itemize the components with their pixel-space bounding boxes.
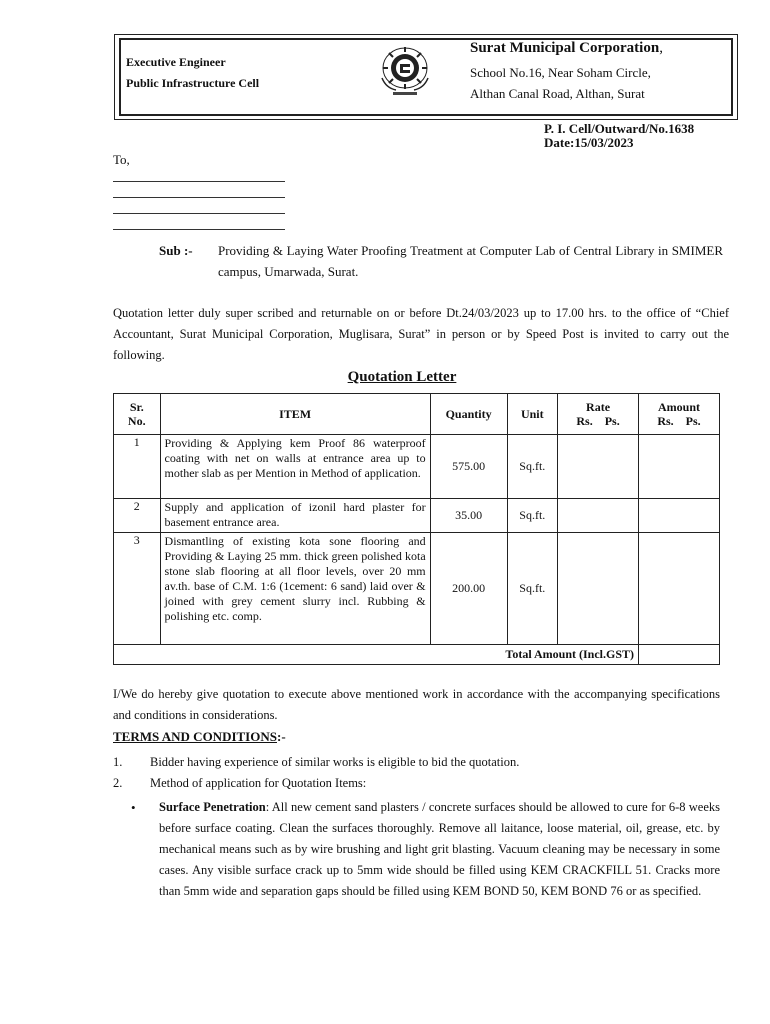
header-rate: Rate Rs. Ps. (558, 394, 639, 435)
row-rate-cell (558, 533, 639, 645)
row-rate-cell (558, 499, 639, 533)
total-label: Total Amount (Incl.GST) (114, 645, 639, 665)
quotation-table (113, 393, 720, 665)
row-item: Supply and application of izonil hard plaster for basement entrance area. (160, 499, 430, 533)
address-blank-line (113, 213, 285, 214)
bullet-body: : All new cement sand plasters / concrete surfaces should be allowed to cure for 6-8 weeks before surface coating. Clean the surfaces thoroughly. Remove all laitance, loose material, oil, grease, etc. by mechanical means such as by wire brushing and light grit blasting. Vacuum cleaning may be necessary in some cases. Any visible surface crack up to 5mm wide should be filled using KEM CRACKFILL 51. Cracks more than 5mm wide and separation gaps should be filled using KEM BOND 50, KEM BOND 76 or as specified. (159, 800, 720, 898)
quotation-title: Quotation Letter (347, 369, 457, 385)
org-name: Surat Municipal Corporation, (470, 40, 663, 56)
subject-label: Sub :- (159, 243, 193, 258)
org-address-line2: Althan Canal Road, Althan, Surat (470, 86, 645, 101)
address-blank-line (113, 229, 285, 230)
row-quantity: 200.00 (430, 533, 507, 645)
header-amount: Amount Rs. Ps. (639, 394, 720, 435)
term-number: 2. (113, 776, 123, 790)
address-blank-line (113, 181, 285, 182)
row-amount-cell (639, 499, 720, 533)
org-address-line1: School No.16, Near Soham Circle, (470, 65, 651, 80)
term-text: Bidder having experience of similar works is eligible to bid the quotation. (150, 755, 520, 769)
row-item: Providing & Applying kem Proof 86 waterproof coating with net on walls at entrance area up to mother slab as per Mention in Method of application. (160, 435, 430, 499)
row-sr: 1 (114, 435, 161, 499)
row-amount-cell (639, 435, 720, 499)
row-unit: Sq.ft. (507, 499, 558, 533)
bullet-icon: • (131, 800, 136, 815)
bullet-paragraph (159, 797, 720, 902)
header-quantity: Quantity (430, 394, 507, 435)
outward-number: P. I. Cell/Outward/No.1638 (544, 121, 695, 136)
office-title: Executive Engineer (126, 55, 226, 69)
table-row (114, 435, 720, 499)
term-text: Method of application for Quotation Items: (150, 776, 367, 790)
address-blank-line (113, 197, 285, 198)
row-quantity: 575.00 (430, 435, 507, 499)
row-unit: Sq.ft. (507, 435, 558, 499)
intro-paragraph: Quotation letter duly super scribed and returnable on or before Dt.24/03/2023 up to 17.00 hrs. to the office of “Chief Accountant, Surat Municipal Corporation, Muglisara, Surat” in person or by Speed Post is invited to carry out the following. (113, 306, 729, 362)
row-item: Dismantling of existing kota sone flooring and Providing & Laying 25 mm. thick green polished kota stone slab flooring at all floor levels, over 20 mm av.th. base of C.M. 1:6 (1cement: 6 sand) laid over & joined with grey cement slurry incl. Rubbing & polishing etc. comp. (160, 533, 430, 645)
to-label: To, (113, 152, 130, 167)
reference-block (544, 122, 694, 150)
row-sr: 3 (114, 533, 161, 645)
terms-heading: TERMS AND CONDITIONS:- (113, 729, 286, 744)
header-sr-no: Sr. No. (114, 394, 161, 435)
term-number: 1. (113, 755, 123, 769)
row-unit: Sq.ft. (507, 533, 558, 645)
header-unit: Unit (507, 394, 558, 435)
total-amount-cell (639, 645, 720, 665)
table-row (114, 533, 720, 645)
row-rate-cell (558, 435, 639, 499)
row-amount-cell (639, 533, 720, 645)
office-department: Public Infrastructure Cell (126, 76, 260, 90)
row-sr: 2 (114, 499, 161, 533)
table-header-row (114, 394, 720, 435)
bullet-title: Surface Penetration (159, 800, 266, 814)
row-quantity: 35.00 (430, 499, 507, 533)
table-total-row (114, 645, 720, 665)
letter-date: Date:15/03/2023 (544, 135, 634, 150)
table-row (114, 499, 720, 533)
header-item: ITEM (160, 394, 430, 435)
declaration-paragraph: I/We do hereby give quotation to execute above mentioned work in accordance with the accompanying specifications and conditions in considerations. (113, 687, 720, 722)
smc-emblem-icon (376, 44, 434, 100)
subject-text: Providing & Laying Water Proofing Treatment at Computer Lab of Central Library in SMIMER campus, Umarwada, Surat. (218, 243, 723, 279)
